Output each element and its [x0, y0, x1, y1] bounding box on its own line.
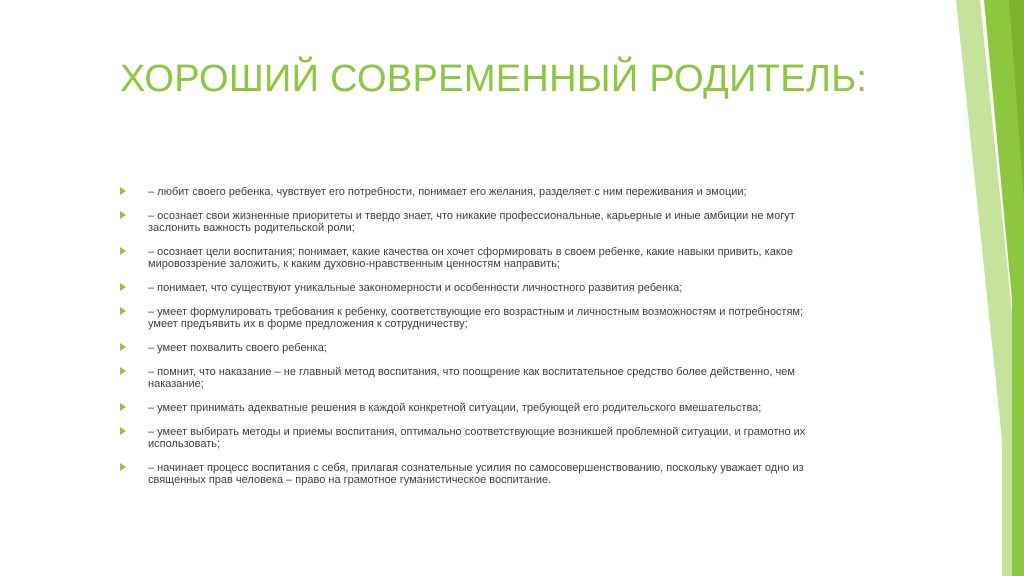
triangle-right-icon [120, 463, 126, 471]
bullet-text: – умеет принимать адекватные решения в каждой конкретной ситуации, требующей его родительского вмешательства; [148, 402, 762, 414]
list-item [120, 306, 830, 330]
list-item [120, 366, 830, 390]
bullet-text: – умеет похвалить своего ребенка; [148, 342, 327, 354]
triangle-right-icon [120, 403, 126, 411]
list-item [120, 402, 830, 414]
triangle-right-icon [120, 283, 126, 291]
list-item [120, 426, 830, 450]
triangle-right-icon [120, 307, 126, 315]
triangle-right-icon [120, 427, 126, 435]
triangle-right-icon [120, 211, 126, 219]
list-item [120, 246, 830, 270]
bullet-text: – помнит, что наказание – не главный метод воспитания, что поощрение как воспитательное средство более действенно, чем наказание; [148, 366, 795, 390]
bullet-list [120, 186, 830, 498]
bullet-text: – начинает процесс воспитания с себя, прилагая сознательные усилия по самосовершенствованию, поскольку уважает одно из священных прав человека – право на грамотное гуманистическое воспитание. [148, 462, 804, 486]
bullet-text: – любит своего ребенка, чувствует его потребности, понимает его желания, разделяет с ним переживания и эмоции; [148, 186, 747, 198]
triangle-right-icon [120, 343, 126, 351]
bullet-text: – осознает цели воспитания; понимает, какие качества он хочет сформировать в своем ребенке, какие навыки привить, какое мировоззрение заложить, к каким духовно-нравственным ценностям направить; [148, 246, 794, 270]
list-item [120, 282, 830, 294]
list-item [120, 186, 830, 198]
bullet-text: – осознает свои жизненные приоритеты и твердо знает, что никакие профессиональные, карьерные и иные амбиции не могут заслонить важность родительской роли; [148, 210, 795, 234]
slide-title: ХОРОШИЙ СОВРЕМЕННЫЙ РОДИТЕЛЬ: [120, 58, 868, 100]
triangle-right-icon [120, 187, 126, 195]
bullet-text: – умеет выбирать методы и приемы воспитания, оптимально соответствующие возникшей проблемной ситуации, и грамотно их использовать; [148, 426, 806, 450]
triangle-right-icon [120, 247, 126, 255]
list-item [120, 342, 830, 354]
triangle-right-icon [120, 367, 126, 375]
list-item [120, 462, 830, 486]
list-item [120, 210, 830, 234]
decorative-stripes [884, 0, 1024, 576]
bullet-text: – понимает, что существуют уникальные закономерности и особенности личностного развития ребенка; [148, 282, 683, 294]
bullet-text: – умеет формулировать требования к ребенку, соответствующие его возрастным и личностным возможностям и потребностям; умеет предъявить их в форме предложения к сотрудничеству; [148, 306, 804, 330]
